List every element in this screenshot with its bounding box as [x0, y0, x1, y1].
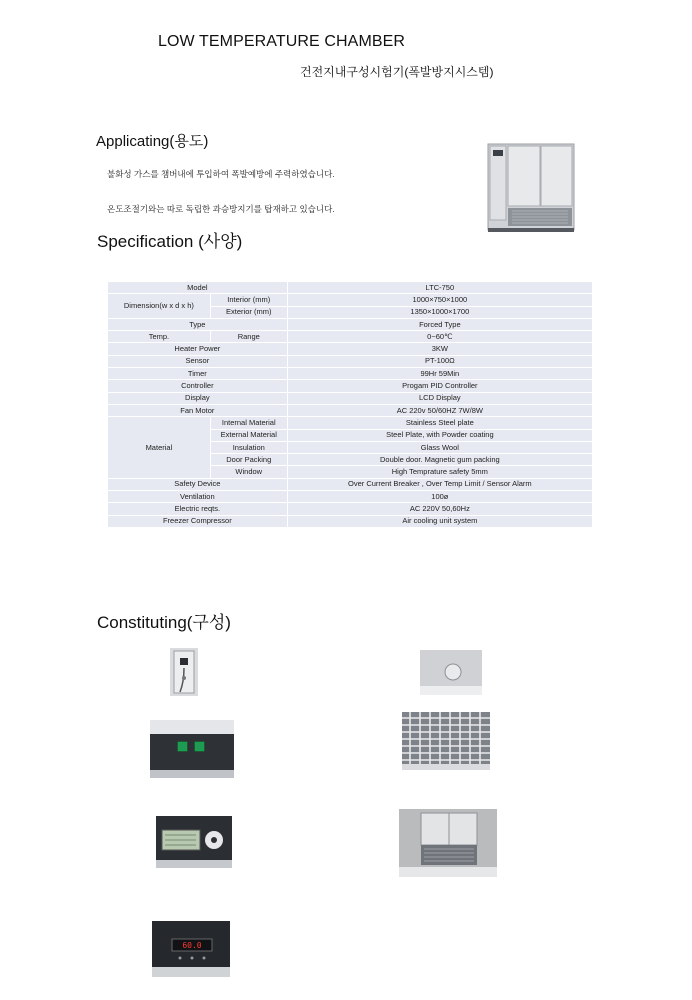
spec-value: PT-100Ω — [287, 355, 592, 367]
applying-heading: Applicating(용도) — [96, 133, 209, 150]
table-row — [108, 331, 593, 343]
table-row — [108, 355, 593, 367]
spec-label: Timer — [108, 368, 288, 380]
spec-value: 100ø — [287, 491, 592, 503]
spec-label: Model — [108, 282, 288, 294]
spec-label: Temp. — [108, 331, 211, 343]
spec-label: Ventilation — [108, 491, 288, 503]
spec-label: Material — [108, 417, 211, 478]
spec-value: Glass Wool — [287, 441, 592, 453]
display-readout: 60.0 — [182, 941, 202, 950]
spec-value: Over Current Breaker , Over Temp Limit / Sensor Alarm — [287, 478, 592, 490]
spec-value: Progam PID Controller — [287, 380, 592, 392]
spec-sublabel: Window — [210, 466, 287, 478]
spec-value: Steel Plate, with Powder coating — [287, 429, 592, 441]
spec-value: LTC-750 — [287, 282, 592, 294]
applying-line-1: 불화성 가스를 챔버내에 투입하여 폭발예방에 주력하였습니다. — [107, 169, 335, 179]
spec-sublabel: External Material — [210, 429, 287, 441]
table-row — [108, 294, 593, 306]
spec-value: 1000×750×1000 — [287, 294, 592, 306]
spec-value: High Temprature safety 5mm — [287, 466, 592, 478]
table-row — [108, 491, 593, 503]
spec-sublabel: Exterior (mm) — [210, 306, 287, 318]
spec-label: Heater Power — [108, 343, 288, 355]
spec-value: 3KW — [287, 343, 592, 355]
table-row — [108, 343, 593, 355]
table-row — [108, 392, 593, 404]
display-panel-image — [152, 921, 230, 977]
spec-label: Type — [108, 318, 288, 330]
spec-label: Freezer Compressor — [108, 515, 288, 527]
table-row — [108, 417, 593, 429]
controller-panel-image — [156, 816, 232, 868]
constituting-heading: Constituting(구성) — [97, 613, 231, 632]
table-row — [108, 282, 593, 294]
spec-value: 1350×1000×1700 — [287, 306, 592, 318]
spec-value: Forced Type — [287, 318, 592, 330]
spec-value: AC 220V 50,60Hz — [287, 503, 592, 515]
spec-sublabel: Range — [210, 331, 287, 343]
spec-table — [107, 281, 593, 528]
table-row — [108, 380, 593, 392]
spec-value: 0~60℃ — [287, 331, 592, 343]
spec-label: Electric reqts. — [108, 503, 288, 515]
ventilation-grille-image — [402, 712, 490, 770]
power-switch-panel-image — [150, 720, 234, 778]
spec-label: Display — [108, 392, 288, 404]
sensor-port-image — [170, 648, 198, 696]
spec-label: Fan Motor — [108, 404, 288, 416]
spec-value: Air cooling unit system — [287, 515, 592, 527]
table-row — [108, 478, 593, 490]
spec-value: Double door. Magnetic gum packing — [287, 454, 592, 466]
table-row — [108, 515, 593, 527]
table-row — [108, 318, 593, 330]
spec-sublabel: Interior (mm) — [210, 294, 287, 306]
spec-value: 99Hr 59Min — [287, 368, 592, 380]
table-row — [108, 404, 593, 416]
spec-label: Controller — [108, 380, 288, 392]
applying-line-2: 온도조절기와는 따로 독립한 과승방지기를 탑재하고 있습니다. — [107, 204, 335, 214]
product-image — [484, 140, 580, 236]
specification-heading: Specification (사양) — [97, 232, 243, 251]
spec-sublabel: Internal Material — [210, 417, 287, 429]
page-title: LOW TEMPERATURE CHAMBER — [158, 33, 406, 50]
table-row — [108, 503, 593, 515]
spec-label: Dimension(w x d x h) — [108, 294, 211, 319]
spec-value: LCD Display — [287, 392, 592, 404]
spec-label: Safety Device — [108, 478, 288, 490]
table-row — [108, 368, 593, 380]
spec-value: AC 220v 50/60HZ 7W/8W — [287, 404, 592, 416]
ventilation-port-image — [420, 650, 482, 695]
spec-label: Sensor — [108, 355, 288, 367]
chamber-front-image — [399, 809, 497, 877]
spec-value: Stainless Steel plate — [287, 417, 592, 429]
spec-sublabel: Door Packing — [210, 454, 287, 466]
spec-sublabel: Insulation — [210, 441, 287, 453]
page-subtitle: 건전지내구성시험기(폭발방지시스템) — [300, 65, 494, 79]
